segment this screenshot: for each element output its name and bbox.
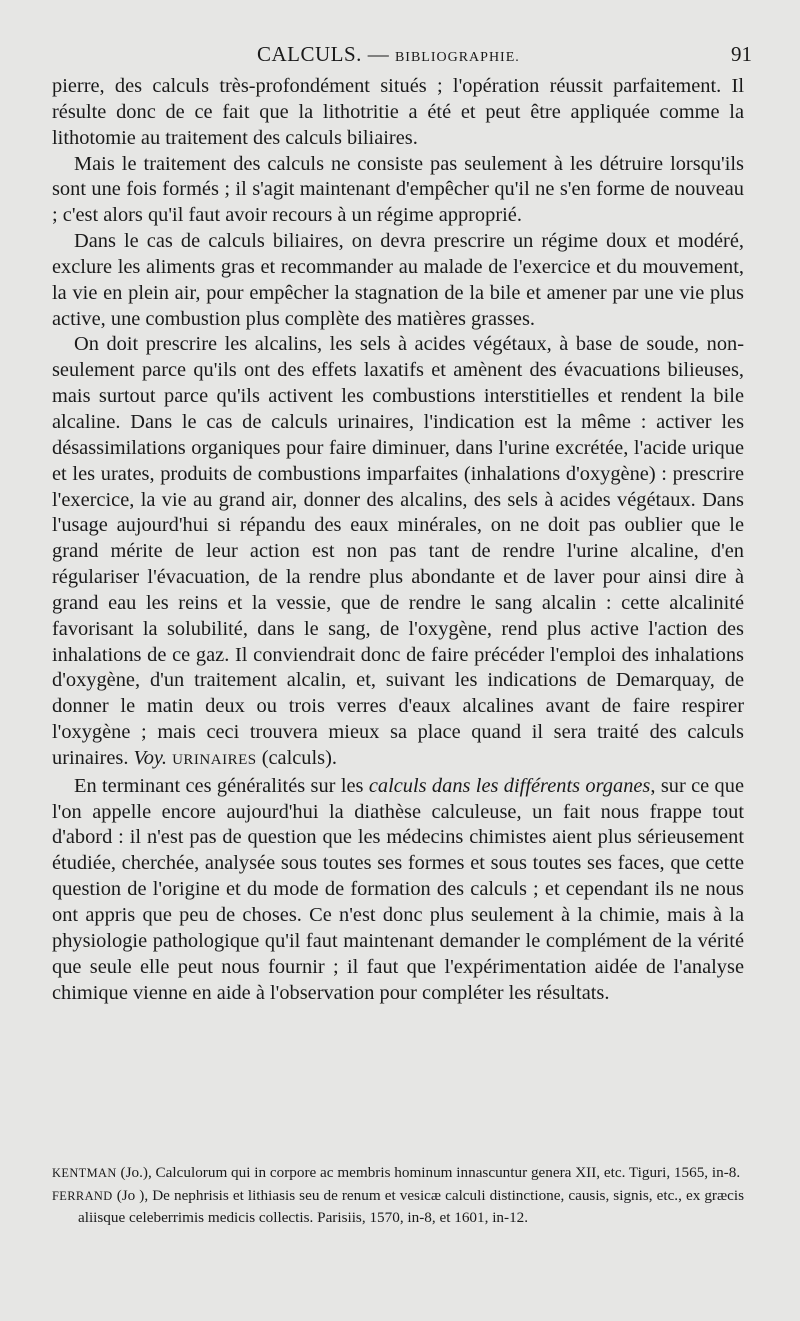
bibliography-entry	[52, 1185, 744, 1228]
entry-author: FERRAND	[52, 1189, 113, 1203]
header-dash: —	[361, 42, 395, 66]
bibliography-entry	[52, 1162, 744, 1184]
voy-reference: Voy.	[133, 746, 167, 769]
bibliography-notes	[52, 1162, 744, 1229]
paragraph-5-emphasis: calculs dans les différents organes	[368, 774, 651, 797]
entry-text: (Jo.), Calculorum qui in corpore ac membris hominum innascuntur genera XII, etc. Tiguri, 1565, in-8.	[116, 1164, 741, 1181]
paragraph-5-rest: , sur ce que l'on appelle encore aujourd'hui la diathèse calculeuse, un fait nous frappe tout d'abord : il n'est pas de question que les médecins chimistes aient plus sérieusement étudiée, cherchée, analysée sous toutes ses formes et sous toutes ses faces, que cette question de l'origine et du mode de formation des calculs ; et cependant ils ne nous ont appris que peu de choses. Ce n'est donc plus seulement à la chimie, mais à la physiologie pathologique qu'il faut maintenant demander le complément de la vérité que seule elle peut nous fournir ; il faut que l'expérimentation aidée de l'analyse chimique vienne en aide à l'observation pour compléter les résultats.	[52, 774, 744, 1004]
entry-author: KENTMAN	[52, 1166, 117, 1180]
paragraph-5	[52, 774, 744, 1007]
paragraph-1: pierre, des calculs très-profondément situés ; l'opération réussit parfaitement. Il résulte donc de ce fait que la lithotritie a été et peut être appliquée comme la lithotomie au traitement des calculs biliaires.	[52, 75, 744, 149]
cross-reference: URINAIRES	[172, 751, 257, 768]
cross-reference-end: (calculs).	[261, 746, 337, 769]
page-number: 91	[731, 42, 752, 66]
main-text	[52, 74, 744, 1006]
paragraph-3: Dans le cas de calculs biliaires, on devra prescrire un régime doux et modéré, exclure les aliments gras et recommander au malade de l'exercice et du mouvement, la vie en plein air, pour empêcher la stagnation de la bile et amener par une vie plus active, une combustion plus complète des matières grasses.	[52, 230, 744, 330]
header-title: CALCULS.	[257, 42, 362, 66]
paragraph-2: Mais le traitement des calculs ne consiste pas seulement à les détruire lorsqu'ils sont une fois formés ; il s'agit maintenant d'empêcher qu'il ne s'en forme de nouveau ; c'est alors qu'il faut avoir recours à un régime approprié.	[52, 152, 744, 227]
paragraph-4	[52, 332, 744, 773]
entry-text: (Jo ), De nephrisis et lithiasis seu de renum et vesicæ calculi distinctione, causis, signis, etc., ex græcis aliisque celeberrimis medicis collectis. Parisiis, 1570, in-8, et 1601, in-12.	[78, 1187, 744, 1226]
running-title	[257, 42, 520, 67]
header-subtitle: BIBLIOGRAPHIE.	[394, 50, 520, 65]
paragraph-4-text: On doit prescrire les alcalins, les sels à acides végétaux, à base de soude, non-seulement parce qu'ils ont des effets laxatifs et amènent des évacuations bilieuses, mais surtout parce qu'ils activent les combustions interstitielles et rendent la bile alcaline. Dans le cas de calculs urinaires, l'indication est la même : activer les désassimilations organiques pour faire diminuer, dans l'urine excrétée, l'acide urique et les urates, produits de combustions imparfaites (inhalations d'oxygène) : prescrire l'exercice, la vie au grand air, donner des alcalins, des sels à acides végétaux. Dans l'usage aujourd'hui si répandu des eaux minérales, on ne doit pas oublier que le grand mérite de leur action est non pas tant de rendre l'urine alcaline, d'en régulariser l'évacuation, de la rendre plus abondante et de laver pour ainsi dire à grand eau les reins et la vessie, que de rendre le sang alcalin : cette alcalinité favorisant la solubilité, dans le sang, de l'oxygène, rend plus active l'action des inhalations de ce gaz. Il conviendrait donc de faire précéder l'emploi des inhalations d'oxygène, d'un traitement alcalin, et, suivant les indications de Demarquay, de donner le matin deux ou trois verres d'eaux alcalines avant de faire respirer l'oxygène ; mais ceci trouvera mieux sa place quand il sera traité des calculs urinaires.	[52, 333, 744, 769]
paragraph-5-start: En terminant ces généralités sur les	[74, 774, 364, 797]
running-header	[52, 40, 752, 74]
